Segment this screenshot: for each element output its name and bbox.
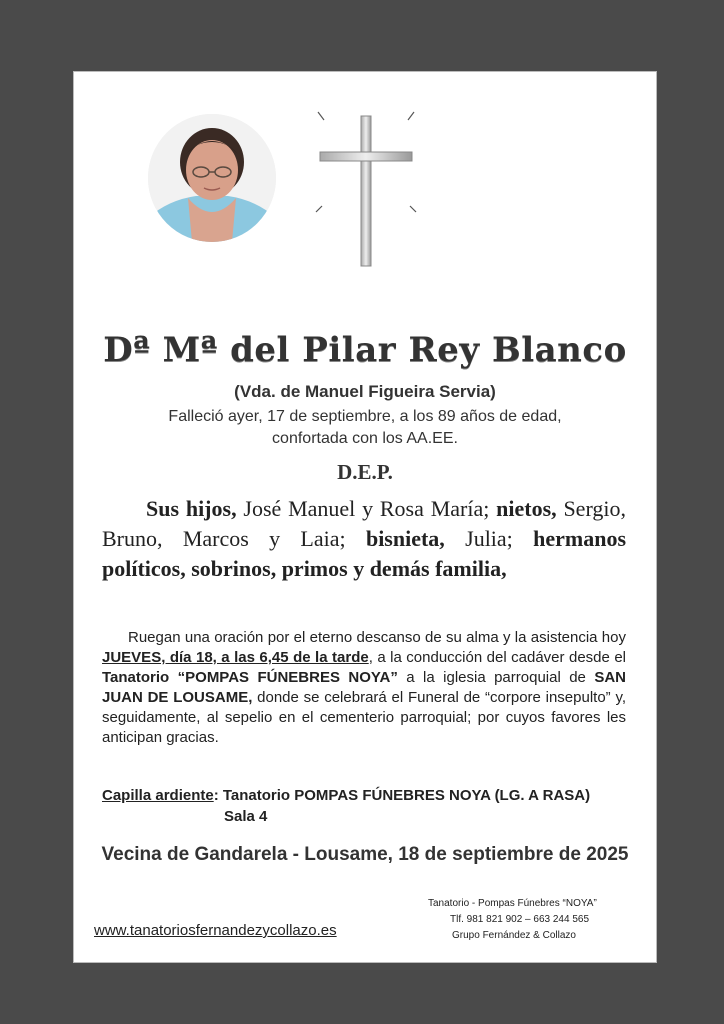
death-line-2: confortada con los AA.EE. bbox=[272, 430, 458, 447]
service-date-time: JUEVES, día 18, a las 6,45 de la tarde bbox=[102, 649, 369, 666]
deceased-name: Dª Mª del Pilar Rey Blanco bbox=[103, 330, 627, 370]
church-name: SAN JUAN DE LOUSAME, bbox=[102, 669, 626, 706]
chapel-room: Sala 4 bbox=[224, 808, 268, 825]
chapel-line bbox=[102, 786, 642, 806]
grandchildren-label: nietos, bbox=[496, 496, 557, 521]
death-details bbox=[74, 406, 656, 450]
prayer-paragraph bbox=[102, 628, 626, 748]
children-label: Sus hijos, bbox=[146, 496, 237, 521]
death-line-1: Falleció ayer, 17 de septiembre, a los 89 años de edad, bbox=[168, 408, 562, 425]
funeral-home-group: Grupo Fernández & Collazo bbox=[452, 930, 576, 941]
obituary-sheet bbox=[74, 72, 656, 962]
chapel-label: Capilla ardiente bbox=[102, 787, 214, 804]
portrait-photo bbox=[148, 114, 276, 242]
funeral-home-origin: Tanatorio “POMPAS FÚNEBRES NOYA” bbox=[102, 669, 398, 686]
prayer-part-3: a la iglesia parroquial de bbox=[397, 669, 595, 686]
chapel-value: : Tanatorio POMPAS FÚNEBRES NOYA (LG. A RASA) bbox=[213, 787, 591, 804]
prayer-part-1: Ruegan una oración por el eterno descanso de su alma y la asistencia hoy bbox=[128, 629, 626, 646]
great-grandchild-label: bisnieta, bbox=[365, 526, 445, 551]
funeral-home-info bbox=[420, 896, 650, 944]
portrait-illustration bbox=[148, 114, 276, 242]
funeral-home-line-1: Tanatorio - Pompas Fúnebres “NOYA” bbox=[428, 898, 597, 909]
great-grandchild-name: Julia; bbox=[444, 526, 534, 551]
children-names: José Manuel y Rosa María; bbox=[236, 496, 497, 521]
prayer-part-2: , a la conducción del cadáver desde el bbox=[368, 649, 626, 666]
family-paragraph bbox=[102, 494, 626, 584]
grandchildren-names: Sergio, Bruno, Marcos y Laia; bbox=[102, 496, 626, 551]
dep-heading: D.E.P. bbox=[337, 460, 393, 484]
prayer-part-4: donde se celebrará el Funeral de “corpore insepulto” y, seguidamente, al sepelio en el cementerio parroquial; por cuyos favores les anticipan gracias. bbox=[102, 689, 626, 746]
funeral-home-phone: Tlf. 981 821 902 – 663 244 565 bbox=[450, 914, 590, 925]
cross-icon bbox=[302, 104, 432, 274]
widow-of: (Vda. de Manuel Figueira Servia) bbox=[234, 382, 496, 401]
other-relatives: hermanos políticos, sobrinos, primos y demás familia, bbox=[102, 526, 627, 581]
place-date: Vecina de Gandarela - Lousame, 18 de septiembre de 2025 bbox=[101, 844, 629, 865]
website-link[interactable]: www.tanatoriosfernandezycollazo.es bbox=[94, 922, 337, 939]
